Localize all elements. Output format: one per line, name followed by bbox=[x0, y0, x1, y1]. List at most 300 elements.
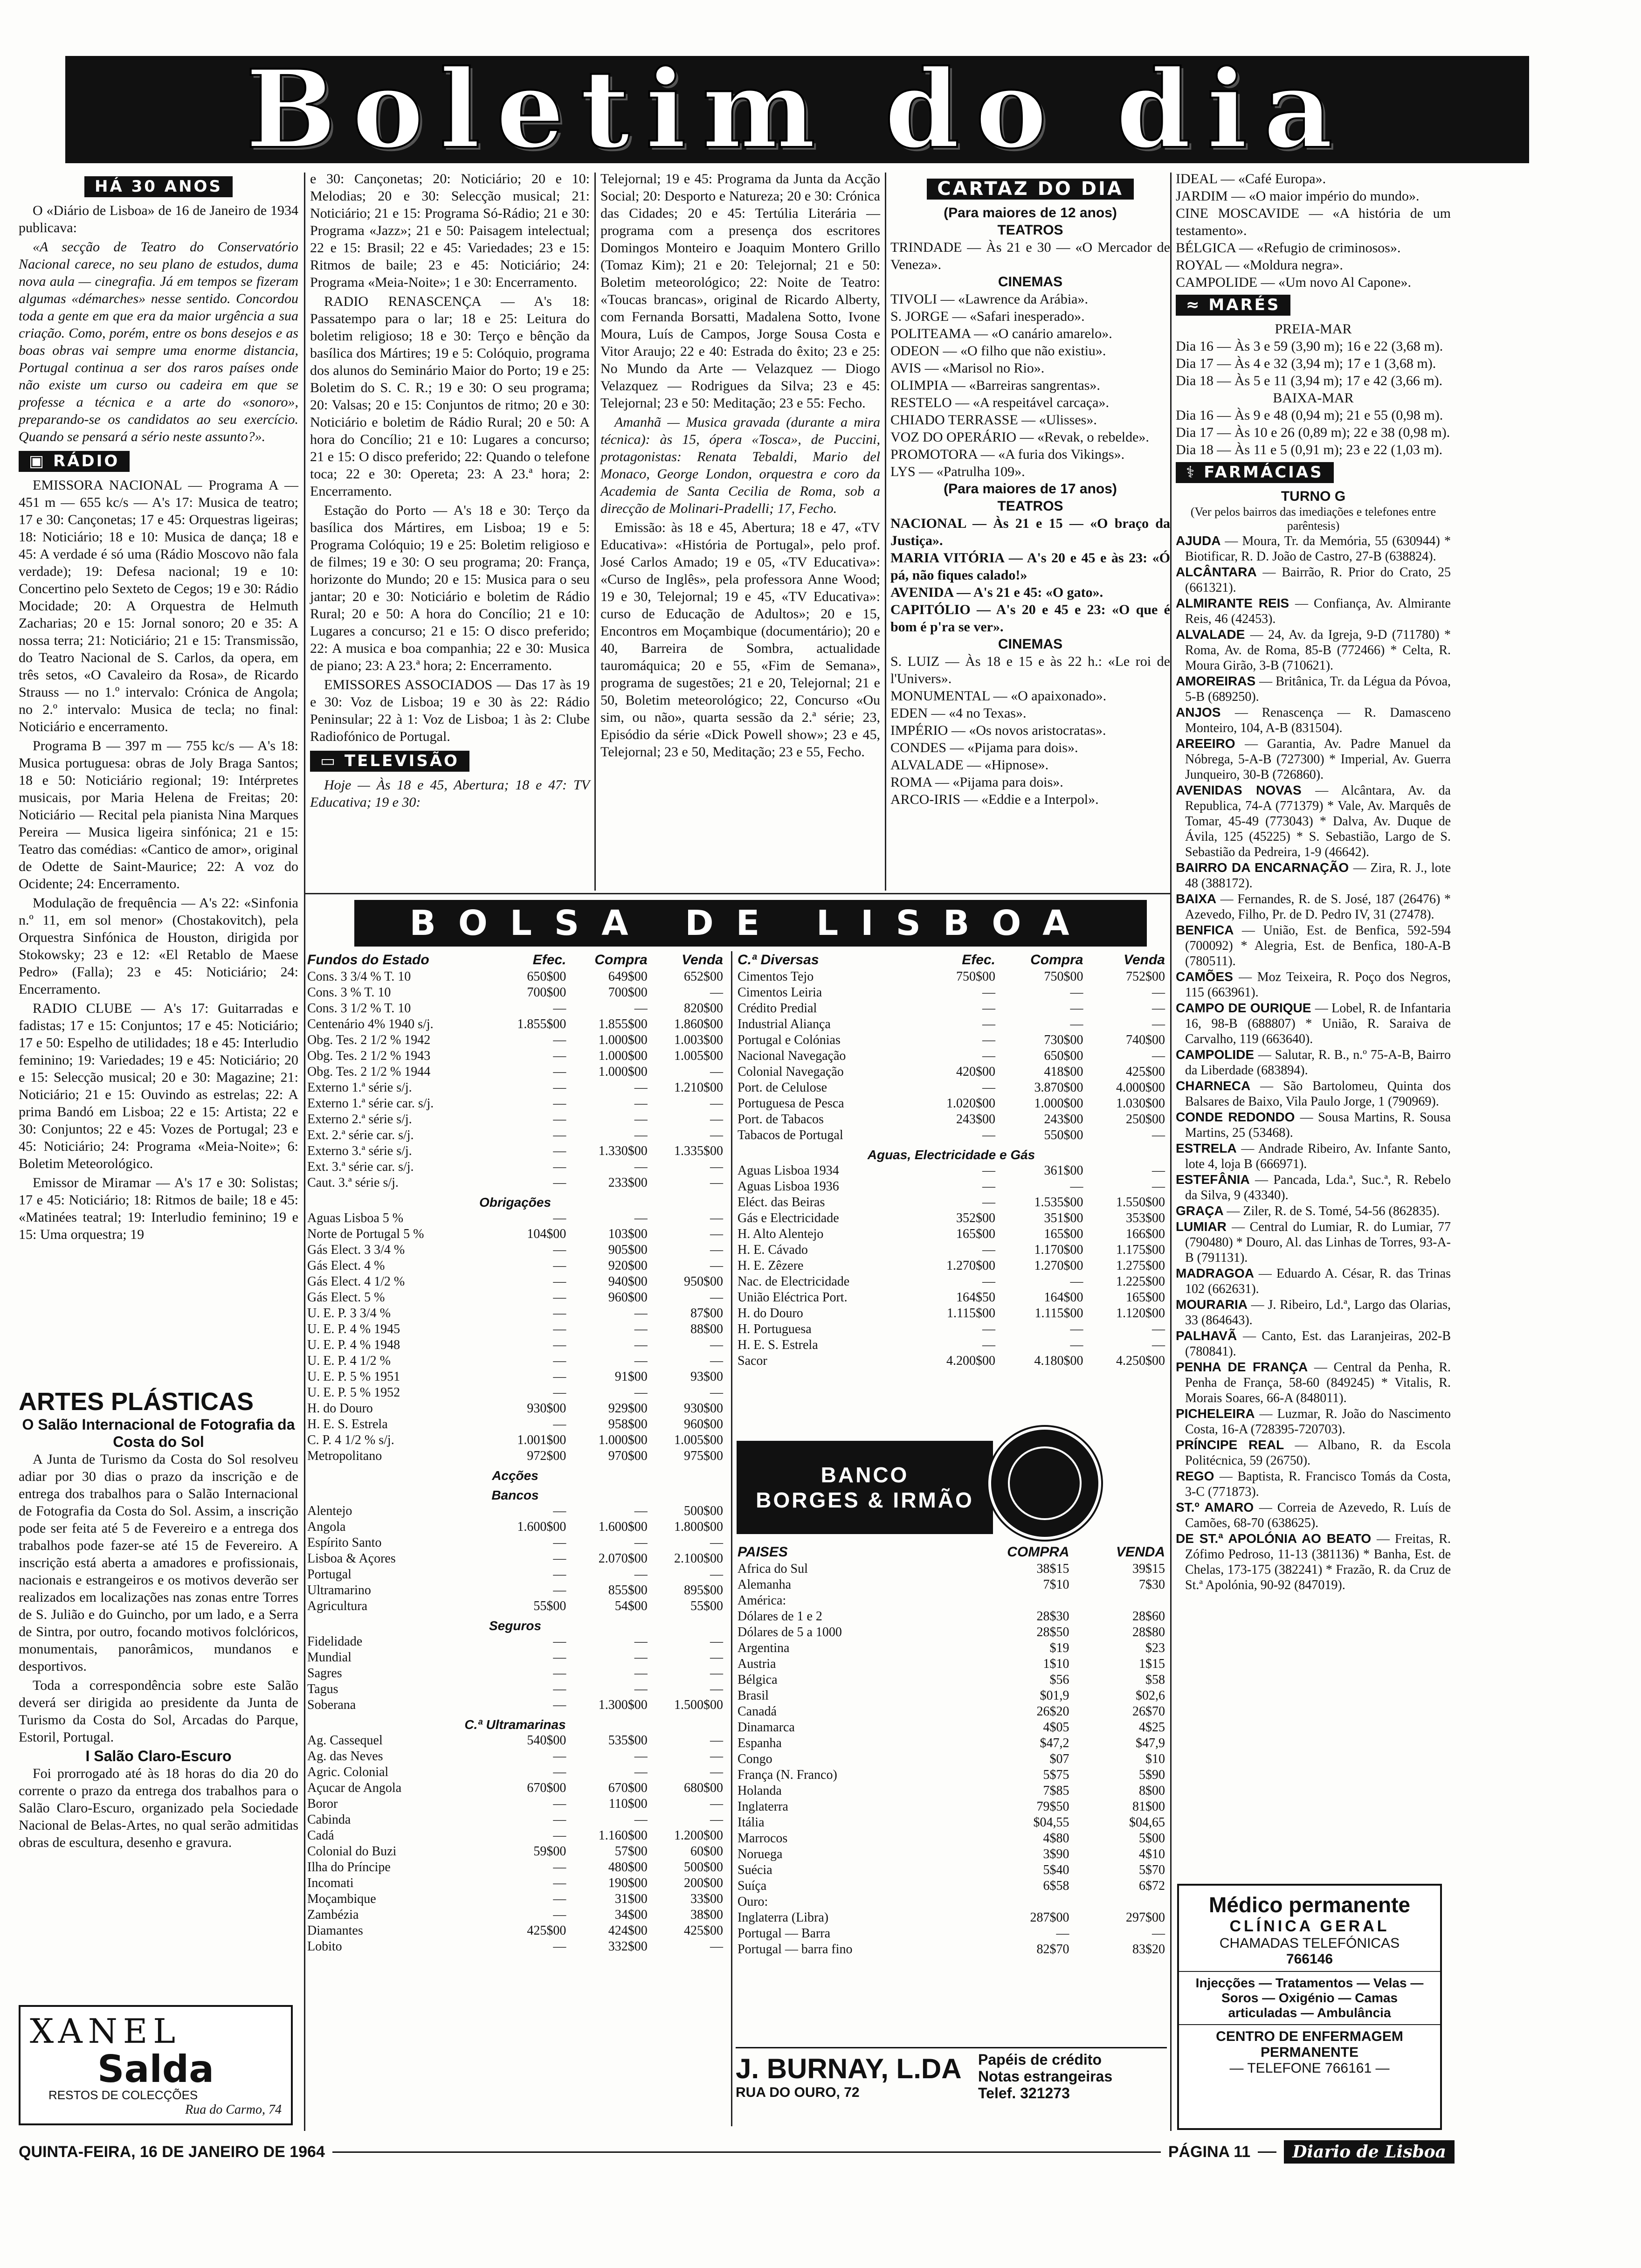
table-row bbox=[305, 1337, 725, 1353]
row-value: 88$00 bbox=[690, 1322, 723, 1336]
row-value: — bbox=[634, 1080, 648, 1095]
column-header: COMPRA bbox=[1007, 1544, 1069, 1560]
pharmacy-area: PRÍNCIPE REAL bbox=[1176, 1438, 1295, 1452]
pharmacy-details: — J. Ribeiro, Ld.ª, Largo das Olarias, 33 (864643). bbox=[1185, 1298, 1451, 1328]
tide-line: Dia 18 — Às 5 e 11 (3,94 m); 17 e 42 (3,66 m). bbox=[1176, 373, 1443, 388]
table-row bbox=[305, 1016, 725, 1032]
table-row bbox=[736, 1815, 1167, 1831]
pharmacy-area: AVENIDAS NOVAS bbox=[1176, 783, 1316, 797]
pharmacy-entry bbox=[1176, 1297, 1451, 1328]
row-value: — bbox=[553, 1634, 566, 1649]
table-row bbox=[305, 1432, 725, 1448]
row-value: 4$25 bbox=[1139, 1720, 1165, 1735]
row-value: $58 bbox=[1145, 1673, 1165, 1687]
table-row bbox=[736, 1831, 1167, 1846]
row-value: — bbox=[634, 1338, 648, 1352]
row-value: — bbox=[553, 1080, 566, 1095]
mares-header-label: MARÉS bbox=[1208, 296, 1281, 314]
row-value: 652$00 bbox=[684, 969, 723, 984]
row-value: 1.210$00 bbox=[674, 1080, 723, 1095]
row-label: Externo 3.ª série s/j. bbox=[307, 1144, 412, 1158]
row-value: 975$00 bbox=[684, 1449, 723, 1463]
radio-header-label: RÁDIO bbox=[53, 452, 120, 470]
table-row bbox=[736, 1720, 1167, 1736]
row-value: — bbox=[553, 1504, 566, 1518]
row-value: $23 bbox=[1145, 1641, 1165, 1655]
row-value: 54$00 bbox=[614, 1599, 648, 1613]
row-value: 87$00 bbox=[690, 1306, 723, 1321]
pharmacy-entry bbox=[1176, 1078, 1451, 1109]
pharmacy-area: MOURARIA bbox=[1176, 1297, 1251, 1312]
row-label: Ultramarino bbox=[307, 1583, 371, 1597]
cinema-listing: CINE MOSCAVIDE — «A história de um testamento». bbox=[1176, 206, 1451, 238]
row-value: — bbox=[710, 1128, 723, 1142]
row-value: 1.855$00 bbox=[598, 1017, 648, 1031]
row-value: — bbox=[634, 1096, 648, 1111]
row-value: — bbox=[710, 1749, 723, 1763]
radio-paragraph: RADIO RENASCENÇA — A's 18: Passatempo para o lar; 18 e 25: Leitura do boletim religioso; 18 e 30: Terço e bênção da basílica dos Mártires; 19 e 5: Colóquio, programa dos alunos do Seminário Maior do Porto; 19 e 25: Boletim do S. C. R.; 19 e 30: O seu programa; 20: Valsas; 20 e 15: Conjuntos de ritmo; 20 e 30: Noticiário e boletim de Rádio Rural; 20 e 50: A hora do Concílio; 21 e 10: Lugares a concurso; 21 e 15: O disco preferido; 22: Quando o telefone toca; 22 e 30: Opereta; 23: A 23.ª hora; 2: Encerramento. bbox=[310, 294, 590, 499]
row-value: — bbox=[553, 1650, 566, 1665]
row-value: — bbox=[634, 1504, 648, 1518]
row-label: H. E. S. Estrela bbox=[738, 1338, 818, 1352]
row-value: 351$00 bbox=[1044, 1211, 1083, 1225]
row-label: Crédito Predial bbox=[738, 1001, 817, 1016]
row-value: 4$10 bbox=[1139, 1847, 1165, 1861]
row-value: 28$30 bbox=[1036, 1609, 1069, 1624]
row-label: Portugal — barra fino bbox=[738, 1942, 853, 1957]
table-row bbox=[736, 1593, 1167, 1609]
row-label: H. E. Cávado bbox=[738, 1243, 808, 1257]
cinema-listing: EDEN — «4 no Texas». bbox=[890, 705, 1027, 721]
row-label: Aguas Lisboa 5 % bbox=[307, 1211, 404, 1225]
radio-paragraph: e 30: Cançonetas; 20: Noticiário; 20 e 10: Melodias; 20 e 30: Selecção musical; 21: Noticiário; 21 e 15: Programa Só-Rádio; 21 e 30: Programa «Jazz»; 21 e 50: Paisagem intelectual; 22 e 15: Brasil; 22 e 45: Variedades; 23 e 15: Ritmos de baile; 23 e 45: Noticiário; 24: Programa «Meia-Noite»; 1 e 30: Encerramento. bbox=[310, 171, 590, 290]
row-value: — bbox=[634, 1634, 648, 1649]
pharmacy-area: BAIXA bbox=[1176, 892, 1220, 906]
cinema-listing: ODEON — «O filho que não existiu». bbox=[890, 343, 1106, 359]
row-label: Cimentos Tejo bbox=[738, 969, 814, 984]
pharmacy-entry bbox=[1176, 1437, 1451, 1468]
row-value: 3$90 bbox=[1043, 1847, 1069, 1861]
radio-header bbox=[19, 451, 130, 472]
pharmacy-details: — Fernandes, R. de S. José, 187 (26476) * Azevedo, Filho, Pr. de D. Pedro IV, 31 (27478). bbox=[1185, 892, 1451, 922]
row-value: — bbox=[1152, 1926, 1165, 1941]
row-value: 550$00 bbox=[1044, 1128, 1083, 1142]
row-label: Tagus bbox=[307, 1682, 338, 1696]
table-row bbox=[736, 1609, 1167, 1625]
row-label: Fidelidade bbox=[307, 1634, 363, 1649]
pharmacy-area: ESTEFÂNIA bbox=[1176, 1172, 1255, 1187]
table-row bbox=[305, 1080, 725, 1096]
table-row bbox=[305, 1939, 725, 1955]
row-value: 1.225$00 bbox=[1116, 1274, 1165, 1289]
column-2 bbox=[310, 170, 590, 813]
row-value: 91$00 bbox=[614, 1369, 648, 1384]
table-row bbox=[305, 1321, 725, 1337]
row-value: 425$00 bbox=[1126, 1065, 1165, 1079]
row-value: 1.005$00 bbox=[674, 1433, 723, 1447]
banco-borges-logo bbox=[737, 1441, 993, 1534]
row-label: Port. de Tabacos bbox=[738, 1112, 824, 1127]
radio-paragraph: Modulação de frequência — A's 22: «Sinfonia n.º 11, em sol menor» (Chostakovitch), pela Orquestra Sinfónica de Houston, dirigida por Stokowsky; 23 e 12: «El Retablo de Maese Pedro» (Falla); 23 e 45: Noticiário; 24: Encerramento. bbox=[19, 895, 298, 997]
table-row bbox=[736, 1704, 1167, 1720]
table-row bbox=[736, 1894, 1167, 1910]
row-value: — bbox=[634, 1812, 648, 1827]
xanel-ad bbox=[19, 2005, 293, 2125]
row-value: 1.600$00 bbox=[598, 1520, 648, 1534]
row-value: 1.275$00 bbox=[1116, 1258, 1165, 1273]
row-value: — bbox=[1152, 1322, 1165, 1336]
row-value: 190$00 bbox=[608, 1876, 648, 1890]
xanel-name: XANEL bbox=[30, 2012, 181, 2051]
row-value: — bbox=[982, 1195, 995, 1210]
row-value: $10 bbox=[1145, 1752, 1165, 1766]
row-value: 425$00 bbox=[684, 1923, 723, 1938]
row-value: — bbox=[634, 1765, 648, 1779]
table-header bbox=[736, 1543, 1167, 1561]
row-value: 930$00 bbox=[527, 1401, 566, 1416]
row-value: — bbox=[710, 1765, 723, 1779]
section-heading-row bbox=[305, 1464, 725, 1484]
row-value: — bbox=[710, 1939, 723, 1954]
row-label: Sagres bbox=[307, 1666, 342, 1680]
row-value: — bbox=[1152, 1049, 1165, 1063]
row-value: — bbox=[1056, 1926, 1069, 1941]
row-value: 960$00 bbox=[608, 1290, 648, 1305]
row-value: 55$00 bbox=[533, 1599, 566, 1613]
preia-mar-heading: PREIA-MAR bbox=[1275, 321, 1352, 337]
row-value: — bbox=[553, 1876, 566, 1890]
table-row bbox=[736, 1751, 1167, 1767]
row-value: 7$10 bbox=[1043, 1577, 1069, 1592]
pharmacy-entry bbox=[1176, 1141, 1451, 1172]
table-row bbox=[305, 1290, 725, 1306]
pharmacy-details: — Renascença — R. Damasceno Monteiro, 104, A-B (831504). bbox=[1185, 705, 1451, 735]
row-value: 83$20 bbox=[1132, 1942, 1165, 1957]
section-heading-row bbox=[305, 1614, 725, 1634]
baixa-mar-heading: BAIXA-MAR bbox=[1273, 390, 1354, 406]
row-value: 233$00 bbox=[608, 1175, 648, 1190]
table-row bbox=[305, 1519, 725, 1535]
row-label: H. do Douro bbox=[738, 1306, 803, 1321]
cartaz-header: CARTAZ DO DIA bbox=[927, 179, 1134, 200]
row-label: Externo 2.ª série s/j. bbox=[307, 1112, 412, 1127]
row-value: — bbox=[982, 1080, 995, 1095]
row-value: 31$00 bbox=[614, 1892, 648, 1906]
row-label: U. E. P. 3 3/4 % bbox=[307, 1306, 391, 1321]
table-row bbox=[736, 1274, 1167, 1290]
burnay-ad bbox=[736, 2047, 1167, 2104]
row-label: Caut. 3.ª série s/j. bbox=[307, 1175, 399, 1190]
pharmacy-entry bbox=[1176, 1109, 1451, 1141]
pharmacy-details: — Moz Teixeira, R. Poço dos Negros, 115 (663961). bbox=[1185, 970, 1451, 1000]
row-label: Colonial Navegação bbox=[738, 1065, 844, 1079]
table-row bbox=[305, 1226, 725, 1242]
row-value: 1.535$00 bbox=[1034, 1195, 1083, 1210]
row-label: Zambézia bbox=[307, 1908, 359, 1922]
row-value: 5$90 bbox=[1139, 1768, 1165, 1782]
table-row bbox=[305, 1112, 725, 1127]
table-row bbox=[736, 1926, 1167, 1942]
table-row bbox=[305, 1401, 725, 1417]
pharmacy-details: — Canto, Est. das Laranjeiras, 202-B (780841). bbox=[1185, 1329, 1451, 1359]
table-row bbox=[736, 1910, 1167, 1926]
row-value: 1.005$00 bbox=[674, 1049, 723, 1063]
table-row bbox=[305, 1032, 725, 1048]
row-label: Bélgica bbox=[738, 1673, 778, 1687]
row-value: — bbox=[1152, 1338, 1165, 1352]
row-value: $02,6 bbox=[1136, 1688, 1165, 1703]
row-value: — bbox=[710, 1733, 723, 1748]
row-value: 1$15 bbox=[1139, 1657, 1165, 1671]
table-row bbox=[736, 1862, 1167, 1878]
row-value: 958$00 bbox=[608, 1417, 648, 1431]
row-label: Lisboa & Açores bbox=[307, 1551, 396, 1566]
row-value: — bbox=[634, 1666, 648, 1680]
pharmacy-entry bbox=[1176, 860, 1451, 891]
pharmacy-details: — Ziler, R. de S. Tomé, 54-56 (862835). bbox=[1227, 1204, 1440, 1218]
table-row bbox=[305, 1274, 725, 1290]
row-value: 5$40 bbox=[1043, 1863, 1069, 1877]
row-value: — bbox=[634, 1001, 648, 1016]
bolsa-banner bbox=[354, 900, 1147, 947]
row-label: Angola bbox=[307, 1520, 346, 1534]
row-value: — bbox=[1070, 1017, 1083, 1031]
row-value: 960$00 bbox=[684, 1417, 723, 1431]
table-row bbox=[305, 1001, 725, 1016]
pharmacy-entry bbox=[1176, 705, 1451, 736]
row-value: 110$00 bbox=[608, 1797, 648, 1811]
cinema-listing: TIVOLI — «Lawrence da Arábia». bbox=[890, 291, 1088, 307]
pharmacy-area: CONDE REDONDO bbox=[1176, 1110, 1300, 1124]
cinema-listing: JARDIM — «O maior império do mundo». bbox=[1176, 188, 1420, 204]
row-value: — bbox=[553, 1290, 566, 1305]
row-value: 332$00 bbox=[608, 1939, 648, 1954]
column-header: Efec. bbox=[962, 952, 995, 968]
row-value: 82$70 bbox=[1036, 1942, 1069, 1957]
row-value: 1.003$00 bbox=[674, 1033, 723, 1047]
pharmacy-area: BAIRRO DA ENCARNAÇÃO bbox=[1176, 860, 1353, 875]
table-row bbox=[305, 1650, 725, 1666]
row-value: 1.200$00 bbox=[674, 1828, 723, 1843]
row-value: 243$00 bbox=[1044, 1112, 1083, 1127]
row-value: — bbox=[1152, 1001, 1165, 1016]
cinemas-heading: CINEMAS bbox=[998, 636, 1063, 652]
row-value: — bbox=[1070, 1338, 1083, 1352]
row-value: — bbox=[553, 1144, 566, 1158]
row-value: 920$00 bbox=[608, 1258, 648, 1273]
row-value: 60$00 bbox=[690, 1844, 723, 1859]
row-value: — bbox=[982, 1274, 995, 1289]
row-value: — bbox=[710, 1682, 723, 1696]
pharmacy-area: ALMIRANTE REIS bbox=[1176, 596, 1295, 610]
row-value: — bbox=[553, 1096, 566, 1111]
pharmacy-area: GRAÇA bbox=[1176, 1203, 1227, 1218]
section-heading-row bbox=[305, 1713, 725, 1733]
table-row bbox=[305, 1448, 725, 1464]
pharmacy-area: AMOREIRAS bbox=[1176, 674, 1260, 688]
pharmacy-area: PICHELEIRA bbox=[1176, 1406, 1260, 1421]
pharmacy-details: — Britânica, Tr. da Légua da Póvoa, 5-B (689250). bbox=[1185, 674, 1451, 704]
row-value: — bbox=[982, 1017, 995, 1031]
row-value: 38$00 bbox=[690, 1908, 723, 1922]
column-header: Venda bbox=[682, 952, 723, 968]
table-row bbox=[736, 1195, 1167, 1210]
table-row bbox=[305, 1503, 725, 1519]
row-value: 4.180$00 bbox=[1034, 1354, 1083, 1368]
pharmacy-details: — União, Est. de Benfica, 592-594 (700092) * Alegria, Est. de Benfica, 180-A-B (780511). bbox=[1185, 923, 1451, 968]
cinema-listing: BÉLGICA — «Refugio de criminosos». bbox=[1176, 240, 1401, 256]
row-value: 26$20 bbox=[1036, 1704, 1069, 1719]
pharmacy-details: — Lobel, R. de Infantaria 16, 98-B (688807) * União, R. Saraiva de Carvalho, 119 (663640). bbox=[1185, 1001, 1451, 1046]
column-1 bbox=[19, 173, 298, 1245]
pharmacy-entry bbox=[1176, 1531, 1451, 1593]
table-row bbox=[305, 1666, 725, 1681]
table-header bbox=[736, 951, 1167, 969]
row-value: $01,9 bbox=[1040, 1688, 1069, 1703]
table-row bbox=[305, 1096, 725, 1112]
row-value: 33$00 bbox=[690, 1892, 723, 1906]
row-value: 1.160$00 bbox=[598, 1828, 648, 1843]
column-header: Efec. bbox=[532, 952, 566, 968]
column-rule bbox=[594, 173, 596, 891]
row-value bbox=[1071, 1593, 1167, 1609]
pharmacy-entry bbox=[1176, 627, 1451, 673]
table-row bbox=[305, 1258, 725, 1274]
row-label: Tabacos de Portugal bbox=[738, 1128, 843, 1142]
row-value: — bbox=[553, 1001, 566, 1016]
table-row bbox=[305, 1860, 725, 1875]
row-label: Gás e Electricidade bbox=[738, 1211, 839, 1225]
table-row bbox=[736, 1321, 1167, 1337]
artes-paragraph: Toda a correspondência sobre este Salão deverá ser dirigida ao presidente da Junta de Turismo da Costa do Sol, Arcadas do Parque, Estoril, Portugal. bbox=[19, 1678, 298, 1745]
table-row bbox=[305, 1143, 725, 1159]
row-label: Canadá bbox=[738, 1704, 777, 1719]
cinema-listing: ROMA — «Pijama para dois». bbox=[890, 774, 1063, 790]
row-value: 1.860$00 bbox=[674, 1017, 723, 1031]
table-row bbox=[305, 1583, 725, 1598]
radio-icon: ▣ bbox=[29, 452, 53, 470]
tide-line: Dia 16 — Às 9 e 48 (0,94 m); 21 e 55 (0,98 m). bbox=[1176, 408, 1443, 423]
row-value: 670$00 bbox=[527, 1781, 566, 1795]
row-value: 26$70 bbox=[1132, 1704, 1165, 1719]
row-value: 243$00 bbox=[956, 1112, 995, 1127]
radio-paragraph: Estação do Porto — A's 18 e 30: Terço da basílica dos Mártires, em Lisboa; 19 e 5: Programa Colóquio; 19 e 25: Boletim religioso e de filmes; 19 e 30: O seu programa; 20: França, horizonte do Mundo; 20 e 15: Musica para o seu jantar; 20 e 30: Noticiário e boletim de Rádio Rural; 20 e 50: A hora do Concílio; 21 e 10: Lugares a concurso; 21 e 15: O disco preferido; 22: A musica e boa companhia; 22 e 30: Musica de piano; 23: A 23.ª hora; 2: Encerramento. bbox=[310, 503, 590, 673]
television-header-label: TELEVISÃO bbox=[344, 752, 459, 770]
table-row bbox=[736, 1846, 1167, 1862]
row-label: Itália bbox=[738, 1815, 765, 1830]
row-label: Incomati bbox=[307, 1876, 354, 1890]
row-label: Agric. Colonial bbox=[307, 1765, 389, 1779]
row-label: Noruega bbox=[738, 1847, 783, 1861]
row-value: — bbox=[982, 985, 995, 1000]
pharmacy-entry bbox=[1176, 595, 1451, 627]
row-value: — bbox=[553, 1160, 566, 1174]
table-row bbox=[305, 1923, 725, 1939]
row-value: — bbox=[710, 1160, 723, 1174]
row-value: 820$00 bbox=[684, 1001, 723, 1016]
row-value: — bbox=[710, 1567, 723, 1582]
row-value: $56 bbox=[1049, 1673, 1069, 1687]
row-value: 1.001$00 bbox=[517, 1433, 566, 1447]
pharmacy-area: AJUDA bbox=[1176, 533, 1225, 548]
row-label: Ag. das Neves bbox=[307, 1749, 383, 1763]
row-value: 1.000$00 bbox=[598, 1033, 648, 1047]
row-label: Africa do Sul bbox=[738, 1562, 808, 1576]
row-label: Sacor bbox=[738, 1354, 767, 1368]
row-value: $04,55 bbox=[1033, 1815, 1069, 1830]
row-value: 1.115$00 bbox=[947, 1306, 995, 1321]
table-row bbox=[736, 1878, 1167, 1894]
row-value: 424$00 bbox=[608, 1923, 648, 1938]
table-row bbox=[305, 1796, 725, 1812]
table-row bbox=[305, 1159, 725, 1175]
row-value: — bbox=[982, 1033, 995, 1047]
row-value: — bbox=[982, 1049, 995, 1063]
row-label: Portugal e Colónias bbox=[738, 1033, 841, 1047]
row-label: Alentejo bbox=[307, 1504, 352, 1518]
cinema-listing: VOZ DO OPERÁRIO — «Revak, o rebelde». bbox=[890, 429, 1149, 445]
row-label: Alemanha bbox=[738, 1577, 792, 1592]
column-header: Fundos do Estado bbox=[307, 952, 429, 968]
row-value: 650$00 bbox=[1044, 1049, 1083, 1063]
table-row bbox=[305, 1048, 725, 1064]
row-value: 750$00 bbox=[956, 969, 995, 984]
row-value: 4$80 bbox=[1043, 1831, 1069, 1846]
row-value: — bbox=[710, 1065, 723, 1079]
bolsa-title: BOLSA DE LISBOA bbox=[409, 903, 1092, 943]
table-row bbox=[736, 1242, 1167, 1258]
pharmacy-entry bbox=[1176, 1468, 1451, 1500]
table-row bbox=[736, 1258, 1167, 1274]
row-value: — bbox=[710, 1797, 723, 1811]
pharmacy-details: — Central do Lumiar, R. do Lumiar, 77 (790480) * Douro, Al. das Linhas de Torres, 93-A-B (791131). bbox=[1185, 1220, 1451, 1265]
row-value: 1.120$00 bbox=[1116, 1306, 1165, 1321]
banco-name-2: BORGES & IRMÃO bbox=[756, 1488, 974, 1512]
row-label: Dólares de 1 e 2 bbox=[738, 1609, 822, 1624]
artes-paragraph: A Junta de Turismo da Costa do Sol resolveu adiar por 30 dias o prazo da inscrição e de entrega dos trabalhos para o Salão Internacional de Fotografia da Costa do Sol. Assim, a inscrição pode ser feita até 5 de Fevereiro e a entrega dos trabalhos pode fazer-se até 15 de Fevereiro. A inscrição está aberta a amadores e profissionais, nacionais e estrangeiros e os motivos deverão ser realizados em localizações nas zonas entre Torres de S. Julião e do Guincho, por um lado, e a Serra de Sintra, por outro, focando motivos folclóricos, monumentais, panorâmicos, mundanos e desportivos. bbox=[19, 1452, 298, 1674]
medico-centre: CENTRO DE ENFERMAGEM PERMANENTE bbox=[1216, 2029, 1403, 2060]
cinemas-heading: CINEMAS bbox=[998, 274, 1063, 290]
row-label: Cons. 3 1/2 % T. 10 bbox=[307, 1001, 411, 1016]
row-value: 1.600$00 bbox=[517, 1520, 566, 1534]
section-heading: Aguas, Electricidade e Gás bbox=[867, 1148, 1035, 1162]
television-text: Hoje — Às 18 e 45, Abertura; 18 e 47: TV Educativa; 19 e 30: bbox=[310, 777, 590, 810]
cinema-listing: ROYAL — «Moldura negra». bbox=[1176, 257, 1343, 273]
cinema-listing: S. LUIZ — Às 18 e 15 e às 22 h.: «Le roi de l'Univers». bbox=[890, 654, 1170, 686]
row-value: — bbox=[634, 1211, 648, 1225]
section-heading: Seguros bbox=[489, 1618, 542, 1633]
row-label: H. E. Zêzere bbox=[738, 1258, 804, 1273]
table-row bbox=[305, 1598, 725, 1614]
row-label: Gás Elect. 4 1/2 % bbox=[307, 1274, 405, 1289]
row-label: América: bbox=[738, 1593, 786, 1608]
row-label: Cons. 3 3/4 % T. 10 bbox=[307, 969, 411, 984]
row-value: — bbox=[1070, 1179, 1083, 1194]
pharmacy-details: — Zira, R. J., lote 48 (388172). bbox=[1185, 861, 1451, 891]
row-value: 5$75 bbox=[1043, 1768, 1069, 1782]
wave-icon: ≈ bbox=[1186, 296, 1209, 314]
row-label: Centenário 4% 1940 s/j. bbox=[307, 1017, 434, 1031]
table-row bbox=[736, 1001, 1167, 1016]
row-value: 895$00 bbox=[684, 1583, 723, 1597]
pharmacy-area: ALVALADE bbox=[1176, 627, 1250, 642]
pharmacy-entry bbox=[1176, 891, 1451, 922]
theatre-listing: TRINDADE — Às 21 e 30 — «O Mercador de Veneza». bbox=[890, 240, 1170, 272]
row-value: — bbox=[710, 1243, 723, 1257]
row-value: 297$00 bbox=[1126, 1910, 1165, 1925]
table-row bbox=[305, 985, 725, 1001]
row-value: 28$60 bbox=[1132, 1609, 1165, 1624]
